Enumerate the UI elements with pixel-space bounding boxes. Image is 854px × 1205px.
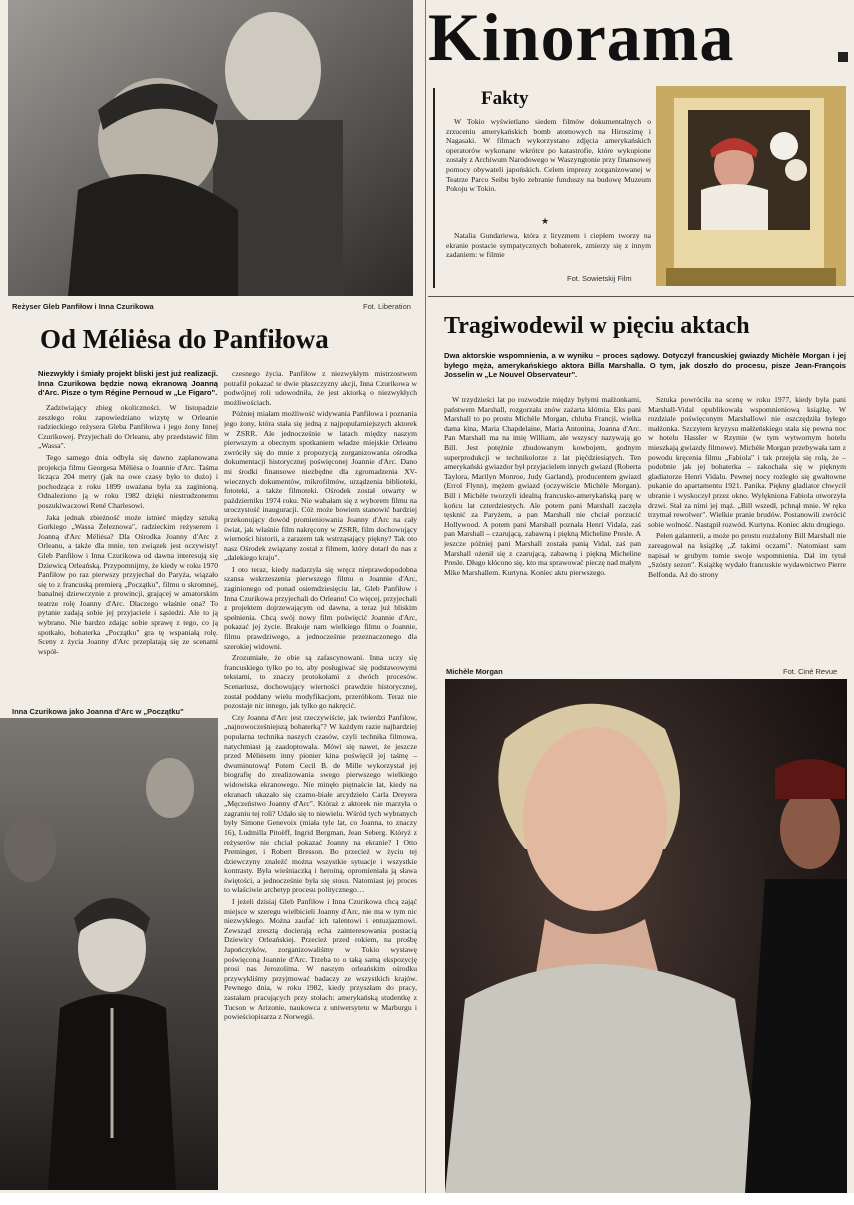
photo-credit-top-left: Fot. Liberation — [363, 302, 411, 311]
article2-col2-para-2: Pełen galanterii, a może po prostu rozżalony Bill Marshall nie zareagował na książkę „Z takimi oczami". Natomiast sam napisał w grubym tomie swoje wspomnienia. Dał im tytuł „Szósty sezon". Książkę wydało francuskie wydawnictwo Pierre Belfonda. Aż do strony — [648, 531, 846, 579]
article2-headline: Tragiwodewil w pięciu aktach — [444, 313, 750, 339]
photo-placeholder-graphic — [0, 718, 218, 1190]
photo-credit-bottom-right: Fot. Ciné Revue — [783, 667, 838, 676]
article1-column-2 — [224, 369, 417, 1191]
fakty-photo-credit: Fot. Sowietskij Film — [567, 274, 632, 283]
article1-col2-para-6: I jeżeli dzisiaj Gleb Panfiłow i Inna Czurikowa chcą zająć miejsce w szeregu wielbicieli Joanny d'Arc, nie ma w tym nic niezwykłego. Można zaufać ich talentowi i entuzjazmowi. Zewsząd zresztą docierają echa zainteresowania postacią Dziewicy Orleańskiej. Przecież przed rokiem, na prośbę Japończyków, zorganizowaliśmy w Tokio wystawę poświęconą Joannie d'Arc. Trzeba to o taką samą ekspozycję prosi nas Jerozolima. W naszym orleańskim ośrodku przywykliśmy przyjmować badaczy ze wszystkich krajów. Pewnego dnia, w roku 1982, kiedy przyszłam do pracy, zastałam pracujących przy stołach: amerykańską studentkę z Tucson w Arizonie, naukowca z uniwersytetu w Marburgu i powieściopisarza z Norwegii. — [224, 897, 417, 1022]
photo-placeholder-graphic — [8, 0, 413, 296]
fakty-item-1 — [446, 117, 651, 213]
fakty-item-2 — [446, 231, 651, 271]
photo-caption-top-left: Reżyser Gleb Panfiłow i Inna Czurikowa — [12, 302, 154, 311]
photo-michele-morgan — [445, 679, 847, 1193]
photo-caption-bottom-right: Michèle Morgan — [446, 667, 503, 676]
fakty-item-2-text: Natalia Gundariewa, która z liryzmem i ciepłem tworzy na ekranie postacie sympatycznych bohaterek, zmierzy się z innym zadaniem: w filmie — [446, 231, 651, 260]
article1-col1-para-1: Zadziwiający zbieg okoliczności. W listopadzie zeszłego roku zapowiedziano wizytę w Orleanie radzieckiego reżysera Gleba Panfiłowa i jego żony Innej Czurikowej. Przyjechali do Orleanu, aby przedstawić film „Wassa". — [38, 403, 218, 451]
article2-column-1 — [444, 395, 641, 660]
article1-col2-para-1: czesnego życia. Panfiłow z niezwykłym mistrzostwem potrafił pokazać te dwie płaszczyzny akcji, Inna Czurikowa w podwójnej roli udowodniła, że jest aktorką o niezwykłych możliwościach. — [224, 369, 417, 407]
photo-placeholder-graphic — [656, 86, 846, 286]
page-bottom-edge — [0, 1193, 854, 1205]
article1-headline: Od Méliėsa do Panfiłowa — [40, 324, 329, 354]
article1-col2-para-5: Czy Joanna d'Arc jest rzeczywiście, jak twierdzi Panfiłow, „najnowocześniejszą bohaterką"? W każdym razie najbardziej popularna technika naszych czasów, czyli technika filmowa, natychmiast ją zaadoptowała. Mówi się nawet, że jeszcze przed Méliėsem inny pionier kina poświęcił jej taśmę – dwuminutową! Potem Cecil B. de Mille wykorzystał jej biografię do zrealizowania swego pierwszego wielkiego widowiska ekranowego. Nie minęło piętnaście lat, kiedy na ekranach ukazało się czarno-białe arcydzieło Carla Dreyera „Męczeństwo Joanny d'Arc". Któraż z aktorek nie marzyła o zagraniu tej roli? Udało się to niewielu. Wśród tych wybranych były Simone Genevoix (miała tyle lat, co Joanna, to znaczy 16), Ludmilla Pitoëff, Ingrid Bergman, Jean Seberg. Któryż z reżyserów nie chciał pokazać Joanny na ekranie? I Otto Preminger, i Robert Bresson. Bo przecież w życiu tej dziewczyny znaleźć można wszystkie sytuacje i wszystkie kontrasty. Była wieśniaczką i heroiną, opromieniała ją sława świętości, a jednocześnie była się stosu. Natomiast jej proces to właściwie archetyp procesu politycznego… — [224, 712, 417, 895]
photo-panfilow-czurikowa — [8, 0, 413, 296]
photo-caption-bottom-left: Inna Czurikowa jako Joanna d'Arc w „Początku" — [12, 707, 184, 716]
photo-placeholder-graphic — [445, 679, 847, 1193]
masthead-dot — [838, 52, 848, 62]
article1-col2-para-2: Później miałam możliwość widywania Panfiłowa i poznania jego żony, która stała się jedną z najpopularniejszych aktorek w ZSRR. Ale jednocześnie w latach między naszym pierwszym a obecnym spotkaniem władze miejskie Orleanu zwróciły się do mnie z propozycją zorganizowania ośrodka dokumentacji historycznej poświęconej Joannie d'Arc. Dano mi środki finansowe niezbędne dla zgromadzenia XV-wiecznych dokumentów, mikrofilmów, urządzenia biblioteki, fototeki, a także filmoteki. Ośrodek został otwarty w październiku 1974 roku. Nie wahałam się z wyborem filmu na uroczystość inauguracji. Cóż może bowiem stanowić bardziej przekonujący dowód promieniowania Joanny d'Arc na cały świat, jak właśnie film nakręcony w ZSRR, film dochowujący wierności historii, a zarazem tak wstrząsający piękny? Tak oto nasz Ośrodek związany został z filmem, który dotarł do nas z „dalekiego kraju". — [224, 409, 417, 563]
article1-col2-para-4: Zrozumiałe, że obie są zafascynowani. Inna uczy się francuskiego tylko po to, aby posługiwać się podstawowymi tekstami, to znaczy protokołami z dwóch procesów. Scenariusz, dochowujący wierności prawdzie historycznej, został poddany wielu modyfikacjom, przeróbkom. Teraz nie pozostaje nic innego, jak tylko go nakręcić. — [224, 653, 417, 711]
article1-col1-para-2: Tego samego dnia odbyła się dawno zaplanowana projekcja filmu Georgesa Méliėsa o Joannie d'Arc. Taśma licząca 204 metry (jak na owe czasy było to dużo) i pochodząca z roku 1899 uważana była za zaginioną. Odnaleziono ją w roku 1982 dzięki niestrudzonemu poszukiwaczowi René Charlesowi. — [38, 452, 218, 510]
article2-col2-para-1: Sztuka powróciła na scenę w roku 1977, kiedy była pani Marshall-Vidal opublikowała wspomnieniową książkę. W rozdziale poświęconym Marshallowi nie oszczędziła byłego małżonka. Szczytem kryzysu małżeńskiego stała się pewna noc w hotelu Hassler w Rzymie (w tym wytwornym hotelu mieszkają gwiazdy filmowe). Michèle Morgan przebywała tam z powodu kręcenia filmu „Fabiola" i tak przejęła się rolą, że – podobnie jak jej bohaterka – zakochała się w pięknym gladiatorze Henri Vidalu. Pewnej nocy rozległo się gwałtowne pukanie do apartamentu 1921. Panika. Piękny gladiator chwycił ubranie i wyskoczył przez okno. Wylęknionа Fabiola otworzyła drzwi. Stał za nimi jej mąż. „Bill wszedł, pchnął mnie. W ręku trzymał rewolwer". Wielkie pranie brudów. Postanowili zwrócić sobie wolność. Nastąpił rozwód. Kurtyna. Koniec aktu drugiego. — [648, 395, 846, 529]
article2-column-2 — [648, 395, 846, 660]
article1-column-1 — [38, 403, 218, 703]
fakty-vertical-rule — [433, 88, 435, 288]
photo-gundariewa-window — [656, 86, 846, 286]
article1-col2-para-3: I oto teraz, kiedy nadarzyła się wręcz nieprawdopodobna szansa wskrzeszenia pierwszego filmu o Joannie d'Arc, zaginionego od ponad osiemdziesięciu lat, Gleb Panfiłow i Inna Czurikowa przyjechali do Orleanu! Co więcej, przyjechali z projektem dojrzewającym od dawna, a teraz już bliskim spełnienia. Chcą swój nowy film poświęcić Joannie d'Arc, pokazać jej życie. Brakuje nam wielkiego filmu o Joannie, filmu prawdziwego, a jednocześnie przeznaczonego dla szerokiej widowni. — [224, 564, 417, 651]
page-divider-vertical — [425, 0, 426, 1205]
section-rule-right — [428, 296, 854, 297]
article1-col1-para-3: Jaka jednak zbieżność może istnieć między sztuką Gorkiego „Wassa Żeleznowa", radzieckim reżyserem i Joanną d'Arc Méliėsa? Dla Ośrodka Joanny d'Arc z Orleanu, a także dla mnie, ten związek jest oczywisty! Gleb Panfiłow i Inna Czurikowa od dawna interesują się Dziewicą Orleańską. Przypomnijmy, że kiedy w roku 1970 Panfiłow po raz pierwszy przyjechał do Paryża, wiązało się to z francuską premierą „Początku", filmu o skromnej, banalnej dziewczynie z prowincji, grającej w amatorskim teatrze rolę Joanny d'Arc. Dlaczego właśnie ona? To pytanie zadają sobie jej przyjaciele i sąsiedzi. Ale to ją wybrano. Nie bardzo zdając sobie sprawę z tego, co ją spotkało, bohaterka „Początku" gra tę wspaniałą rolę. Sceny z życia Joanny d'Arc przeplatają się ze scenami współ- — [38, 512, 218, 656]
fakty-item-1-text: W Tokio wyświetlano siedem filmów dokumentalnych o zrzuceniu amerykańskich bomb atomowych na Hiroszimę i Nagasaki. W filmach wykorzystano zdjęcia amerykańskich operatorów wykonane wkrótce po katastrofie, które wykupione zostały z Archiwum Narodowego w Waszyngtonie przy finansowej pomocy obywateli japońskich. Celem imprezy zorganizowanej w Teatrze Parco Seibu było zebranie funduszy na budowę Muzeum Pokoju w Tokio. — [446, 117, 651, 194]
photo-czurikowa-joanna — [0, 718, 218, 1190]
article1-lead: Niezwykły i śmiały projekt bliski jest już realizacji. Inna Czurikowa będzie nową ekranową Joanną d'Arc. Pisze o tym Régine Pernoud w „Le Figaro". — [38, 369, 218, 398]
article2-col1-para-1: W trzydzieści lat po rozwodzie między byłymi małżonkami, państwem Marshall, rozgorzała znów zażarta kłótnia. Eks pani Marshall to po prostu Michèle Morgan, chluba Francji, wielka dama kina, Maria Chapdelaine, Maria Antonina, Joanna d'Arc. Pan Marshall ma na imię William, ale wszyscy nazywają go Bill. Jest potężnie zbudowanym kowbojem, godnym superprodukcji w technikolorze z lat pięćdziesiątych. Ten amerykański gwiazdor był przyjacielem innych gwiazd (Roberta Taylora, Marilyn Monroe, Judy Garland), producentem gwiazd (Errol Flynn), mężem gwiazd (oczywiście Michèle Morgan). Bill i Michèle tworzyli idealną francusko-amerykańską parę w końcu lat czterdziestych. Ale potem pani Marshall zaczęła tęsknić za Paryżem, a pan Marshall nie chciał porzucić Hollywood. A potem pani Marshall poznała Henri Vidala, zaś pan Marshall – czarującą, zabawną i piękną Micheline Presle. A jeszcze później pani Marshall została panią Vidal, zaś pan Marshall ożenił się z czarującą, zabawną i piękną Micheline Presle. Długo kłócono się, kto ma sprawować pieczę nad małym Mike Marshallem. Kurtyna. Koniec aktu pierwszego. — [444, 395, 641, 577]
fakty-separator-star: ★ — [541, 216, 550, 226]
masthead-title: Kinorama — [428, 0, 735, 75]
fakty-heading: Fakty — [481, 88, 529, 109]
article2-lead: Dwa aktorskie wspomnienia, a w wyniku – proces sądowy. Dotyczył francuskiej gwiazdy Michèle Morgan i jej byłego męża, amerykańskiego aktora Billa Marshalla. O tym, jak doszło do procesu, pisze Jean-François Josselin w „Le Nouvel Observateur". — [444, 351, 846, 380]
